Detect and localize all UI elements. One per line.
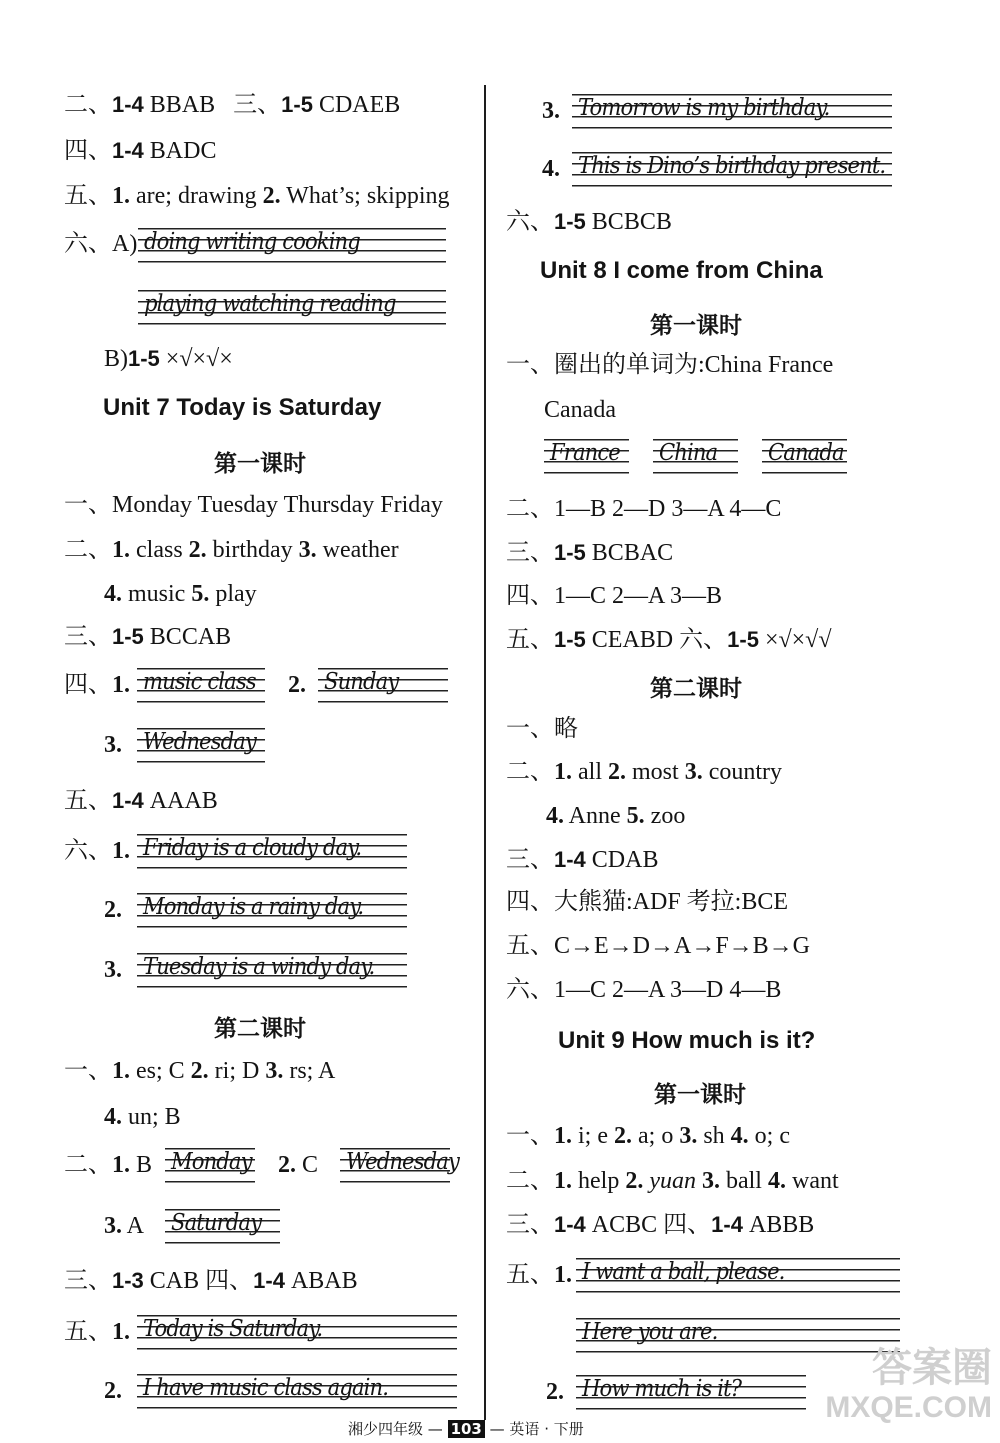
handwritten-answer: music class	[143, 669, 256, 695]
handwriting-lines	[138, 226, 446, 264]
handwritten-answer: China	[659, 440, 718, 466]
handwriting-lines	[137, 666, 265, 704]
handwriting-lines	[137, 726, 265, 764]
answer-line: 3.	[104, 732, 122, 758]
answer-line: 五、C→E→D→A→F→B→G	[506, 933, 811, 959]
handwritten-answer: I want a ball, please.	[582, 1259, 785, 1285]
handwritten-answer: Monday	[171, 1149, 252, 1175]
handwriting-lines	[318, 666, 448, 704]
answer-line: 三、1-5 BCCAB	[64, 624, 232, 650]
handwriting-lines	[576, 1256, 900, 1294]
answer-line: 五、1.	[64, 1319, 130, 1345]
answer-line: 4.	[542, 156, 560, 182]
handwritten-answer: This is Dino’s birthday present.	[578, 153, 886, 179]
handwritten-answer: Today is Saturday.	[143, 1316, 323, 1342]
lesson-heading: 第一课时	[650, 313, 742, 339]
answer-line: 二、1—B 2—D 3—A 4—C	[506, 496, 782, 522]
handwriting-lines	[137, 1313, 457, 1351]
answer-line: 六、1.	[64, 838, 130, 864]
answer-line: 三、1-3 CAB 四、1-4 ABAB	[64, 1268, 358, 1294]
handwriting-lines	[137, 891, 407, 929]
answer-line: 2.	[288, 672, 306, 698]
handwritten-answer: doing writing cooking	[144, 229, 360, 255]
watermark: 答案圈 MXQE.COM	[825, 1346, 992, 1424]
handwritten-answer: Sunday	[324, 669, 399, 695]
answer-line: 二、1. B	[64, 1152, 153, 1178]
handwritten-answer: France	[550, 440, 620, 466]
handwriting-lines	[165, 1146, 255, 1184]
answer-line: 二、1-4 BBAB 三、1-5 CDAEB	[64, 92, 401, 118]
answer-line: B)1-5 ×√×√×	[104, 346, 233, 372]
answer-line: 三、1-5 BCBAC	[506, 540, 674, 566]
handwriting-lines	[340, 1146, 459, 1184]
answer-line: 4. un; B	[104, 1104, 181, 1130]
answer-line: 四、1-4 BADC	[64, 138, 217, 164]
handwriting-lines	[576, 1373, 806, 1411]
right-column	[490, 0, 1000, 1412]
answer-line: 一、圈出的单词为:China France	[506, 352, 834, 378]
answer-line: 六、A)	[64, 231, 138, 257]
answer-line: 四、大熊猫:ADF 考拉:BCE	[506, 889, 789, 915]
footer-book: 湘少四年级 —	[348, 1420, 443, 1438]
handwritten-answer: I have music class again.	[143, 1375, 389, 1401]
answer-line: 一、Monday Tuesday Thursday Friday	[64, 492, 443, 518]
footer-subject: — 英语 · 下册	[489, 1420, 584, 1438]
answer-line: 六、1—C 2—A 3—D 4—B	[506, 977, 782, 1003]
handwritten-answer: Friday is a cloudy day.	[143, 835, 362, 861]
answer-line: 四、1.	[64, 672, 130, 698]
answer-line: 3.	[104, 957, 122, 983]
handwritten-answer: Monday is a rainy day.	[143, 894, 364, 920]
handwritten-answer: Tuesday is a windy day.	[143, 954, 375, 980]
handwriting-lines	[137, 832, 407, 870]
answer-line: 五、1-5 CEABD 六、1-5 ×√×√√	[506, 627, 832, 653]
lesson-heading: 第二课时	[650, 676, 742, 702]
answer-line: 六、1-5 BCBCB	[506, 209, 672, 235]
lesson-heading: 第一课时	[214, 451, 306, 477]
handwriting-lines	[165, 1207, 280, 1245]
left-column	[0, 0, 480, 1412]
page-footer	[348, 1418, 584, 1439]
answer-line: 二、1. class 2. birthday 3. weather	[64, 537, 399, 563]
answer-line: 2.	[104, 897, 122, 923]
handwritten-answer: How much is it?	[582, 1376, 742, 1402]
handwritten-answer: Wednesday	[346, 1149, 459, 1175]
answer-line: 4. music 5. play	[104, 581, 257, 607]
answer-line: 四、1—C 2—A 3—B	[506, 583, 723, 609]
answer-line: 二、1. help 2. yuan 3. ball 4. want	[506, 1168, 839, 1194]
answer-line: 3. A	[104, 1213, 145, 1239]
answer-line: 一、1. i; e 2. a; o 3. sh 4. o; c	[506, 1123, 790, 1149]
answer-line: 五、1. are; drawing 2. What’s; skipping	[64, 183, 450, 209]
answer-line: 2. C	[278, 1152, 319, 1178]
handwriting-lines	[137, 951, 407, 989]
handwriting-lines	[762, 437, 847, 475]
handwritten-answer: Saturday	[171, 1210, 262, 1236]
handwriting-lines	[572, 92, 892, 130]
answer-line: 4. Anne 5. zoo	[546, 803, 686, 829]
handwriting-lines	[544, 437, 629, 475]
handwritten-answer: playing watching reading	[144, 291, 396, 317]
lesson-heading: 第二课时	[214, 1016, 306, 1042]
lesson-heading: 第一课时	[654, 1082, 746, 1108]
handwritten-answer: Wednesday	[143, 729, 256, 755]
handwriting-lines	[137, 1372, 457, 1410]
handwriting-lines	[653, 437, 738, 475]
answer-line: 五、1.	[506, 1262, 572, 1288]
answer-line: 三、1-4 ACBC 四、1-4 ABBB	[506, 1212, 815, 1238]
handwritten-answer: Canada	[768, 440, 844, 466]
page-number: 103	[448, 1420, 485, 1438]
answer-line: 一、略	[506, 716, 578, 742]
handwritten-answer: Tomorrow is my birthday.	[578, 95, 830, 121]
answer-line: 3.	[542, 98, 560, 124]
column-divider	[484, 85, 486, 1420]
answer-line: 三、1-4 CDAB	[506, 847, 659, 873]
handwriting-lines	[138, 288, 446, 326]
unit-heading: Unit 9 How much is it?	[558, 1027, 816, 1054]
unit-heading: Unit 7 Today is Saturday	[103, 394, 382, 421]
answer-line: Canada	[544, 397, 616, 423]
unit-heading: Unit 8 I come from China	[540, 257, 823, 284]
answer-line: 2.	[104, 1378, 122, 1404]
answer-line: 2.	[546, 1379, 564, 1405]
answer-line: 二、1. all 2. most 3. country	[506, 759, 782, 785]
answer-line: 一、1. es; C 2. ri; D 3. rs; A	[64, 1058, 336, 1084]
answer-line: 五、1-4 AAAB	[64, 788, 218, 814]
handwritten-answer: Here you are.	[582, 1319, 718, 1345]
handwriting-lines	[572, 150, 892, 188]
